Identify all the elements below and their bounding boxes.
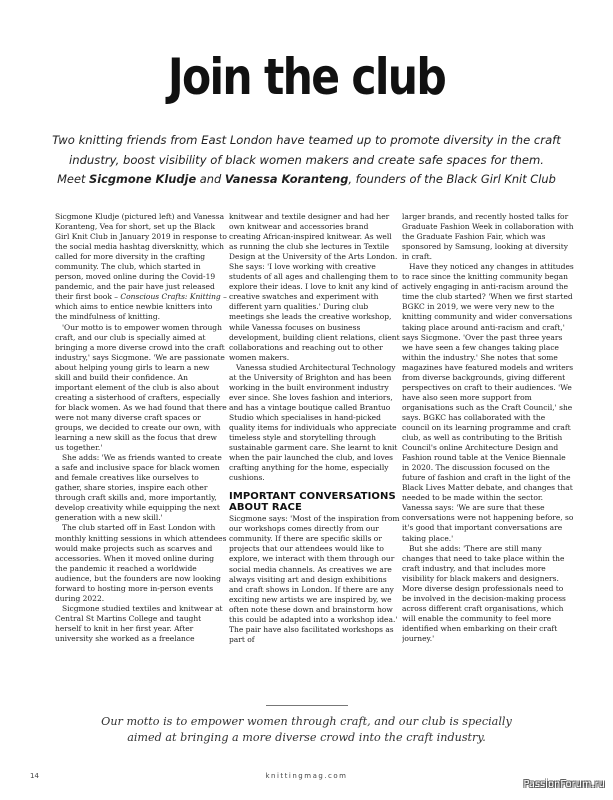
byline	[20, 171, 593, 187]
paragraph-text: Sicgmone Kludje (pictured left) and Vanessa Koranteng, Vea for short, set up the Black Girl Knit Club in January 2019 in response to the social media hashtag diversknitty, which called for more diversity in the crafting community. The club, which started in person, moved online during the Covid-19 pandemic, and the pair have just released their first book –	[55, 212, 227, 302]
paragraph: 'Our motto is to empower women through craft, and our club is specially aimed at bringing a more diverse crowd into the craft industry,' says Sicgmone. 'We are passionate about helping young girls to learn a new skill and build their confidence. An important element of the club is also about creating a sisterhood of crafters, especially for black women. As we had found that there were not many diverse craft spaces or groups, we decided to create our own, with learning a new skill as the focus that drew us together.'	[55, 322, 227, 453]
paragraph-text: – which aims to entice newbie knitters into the mindfulness of knitting.	[55, 292, 227, 322]
pullquote: Our motto is to empower women through craft, and our club is specially aimed at bringing a more diverse crowd into the craft industry.	[101, 715, 512, 744]
section-subhead: IMPORTANT CONVERSATIONS ABOUT RACE	[229, 491, 396, 514]
body-column-2	[229, 212, 401, 712]
paragraph: Sicgmone says: 'Most of the inspiration from our workshops comes directly from our community. If there are specific skills or projects that our attendees would like to explore, we interact with them through our social media channels. As creatives we are always visiting art and design exhibitions and craft shows in London. If there are any exciting new artists we are inspired by, we often note these down and brainstorm how this could be adapted into a workshop idea.' The pair have also facilitated workshops as part of	[229, 514, 400, 644]
book-title: Conscious Crafts: Knitting	[120, 292, 221, 302]
byline-name-2: Vanessa Koranteng	[224, 172, 349, 186]
paragraph: The club started off in East London with monthly knitting sessions in which attendees would make projects such as scarves and accessories. When it moved online during the pandemic it reached a worldwide audience, but the founders are now looking forward to hosting more in-person events during 2022.	[55, 523, 227, 603]
site-url: knittingmag.com	[265, 772, 348, 780]
body-column-3	[402, 212, 574, 712]
paragraph: Have they noticed any changes in attitudes to race since the knitting community began actively engaging in anti-racism around the time the club started? 'When we first started BGKC in 2019, we were very new to the knitting community and wider conversations taking place around anti-racism and craft,' says Sicgmone. 'Over the past three years we have seen a few changes taking place within the industry.' She notes that some magazines have featured models and writers from diverse backgrounds, giving different perspectives on craft to their audiences. 'We have also seen more support from organisations such as the Craft Council,' she says. BGKC has collaborated with the council on its learning programme and craft club, as well as contributing to the British Council's online Architecture Design and Fashion round table at the Venice Biennale in 2020. The discussion focused on the future of fashion and craft in the light of the Black Lives Matter debate, and changes that needed to be made within the sector. Vanessa says: 'We are sure that these conversations were not happening before, so it's good that important conversations are taking place.'	[402, 262, 574, 543]
pullquote-rule	[266, 705, 348, 706]
standfirst: Two knitting friends from East London have teamed up to promote diversity in the craft industry, boost visibility of black women makers and create safe spaces for them.	[52, 133, 561, 167]
body-column-1	[55, 212, 227, 712]
byline-suffix: , founders of the Black Girl Knit Club	[348, 172, 556, 186]
paragraph: knitwear and textile designer and had her own knitwear and accessories brand creating African-inspired knitwear. As well as running the club she lectures in Textile Design at the University of the Arts London. She says: 'I love working with creative students of all ages and challenging them to explore their ideas. I love to knit any kind of creative swatches and experiment with different yarn qualities.' During club meetings she leads the creative workshop, while Vanessa focuses on business development, building client relations, client collaborations and reaching out to other women makers.	[229, 212, 400, 362]
page-number: 14	[30, 772, 39, 780]
watermark: PassionForum.ru	[523, 779, 605, 790]
paragraph: Sicgmone studied textiles and knitwear at Central St Martins College and taught herself to knit in her first year. After university she worked as a freelance	[55, 603, 223, 643]
byline-prefix: Meet	[57, 172, 90, 186]
paragraph: She adds: 'We as friends wanted to create a safe and inclusive space for black women and female creatives like ourselves to gather, share stories, inspire each other through craft skills and, more importantly, develop creativity while equipping the next generation with a new skill.'	[55, 453, 222, 523]
paragraph: Vanessa studied Architectural Technology at the University of Brighton and has been working in the built environment industry ever since. She loves fashion and interiors, and has a vintage boutique called Brantuo Studio which specialises in hand-picked quality items for individuals who appreciate timeless style and storytelling through sustainable garment care. She learnt to knit when the pair launched the club, and loves crafting anything for the home, especially cushions.	[229, 362, 398, 483]
paragraph: larger brands, and recently hosted talks for Graduate Fashion Week in collaboration with the Graduate Fashion Fair, which was sponsored by Samsung, looking at diversity in craft.	[402, 212, 574, 262]
byline-and: and	[196, 172, 225, 186]
paragraph	[55, 212, 227, 323]
article-title: Join the club	[167, 48, 446, 106]
paragraph: But she adds: 'There are still many changes that need to take place within the craft industry, and that includes more visibility for black makers and designers. More diverse design professionals need to be involved in the decision-making process across different craft organisations, which will enable the community to feel more identified when embarking on their craft journey.'	[402, 543, 566, 643]
byline-name-1: Sicgmone Kludje	[89, 172, 197, 186]
